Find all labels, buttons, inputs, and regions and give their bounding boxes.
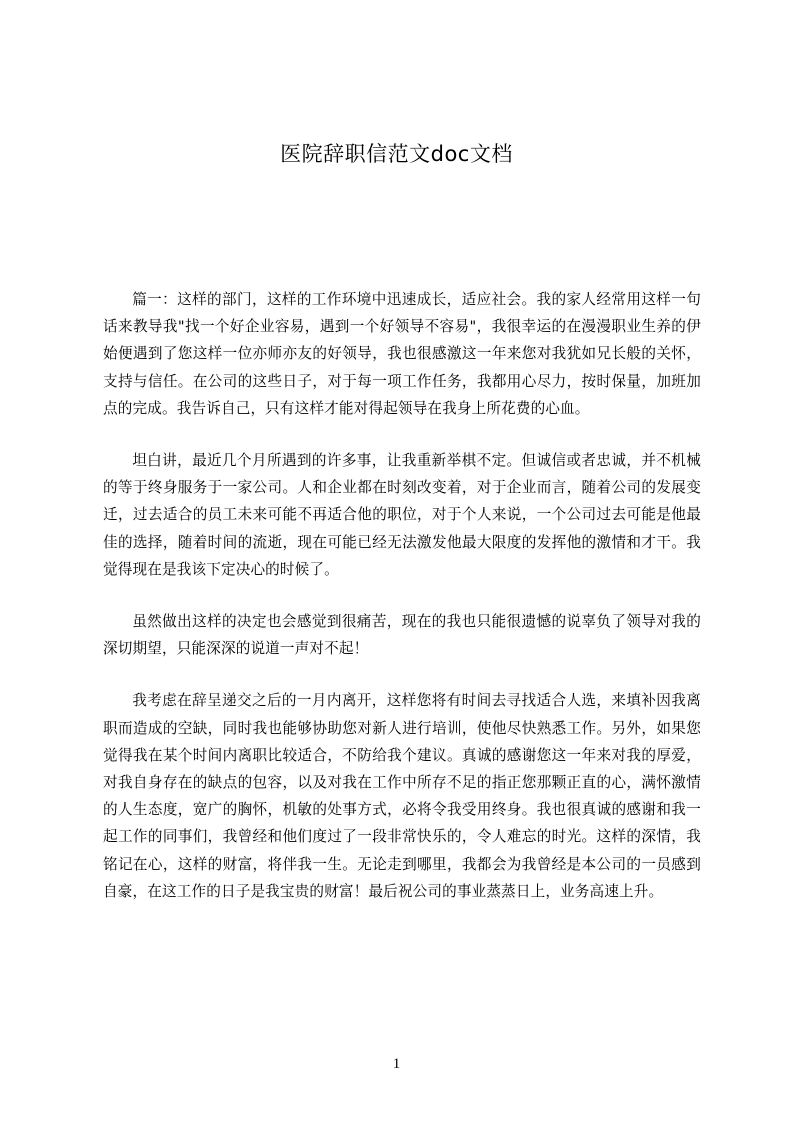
document-body [103, 286, 701, 930]
document-title: 医院辞职信范文doc文档 [280, 142, 513, 166]
paragraph-3: 虽然做出这样的决定也会感觉到很痛苦，现在的我也只能很遗憾的说辜负了领导对我的深切期望，只能深深的说道一声对不起！ [103, 613, 701, 658]
paragraph-4: 我考虑在辞呈递交之后的一月内离开，这样您将有时间去寻找适合人选，来填补因我离职而造成的空缺，同时我也能够协助您对新人进行培训，使他尽快熟悉工作。另外，如果您觉得我在某个时间内离职比较适合，不防给我个建议。真诚的感谢您这一年来对我的厚爱，对我自身存在的缺点的包容，以及对我在工作中所存不足的指正您那颗正直的心，满怀激情的人生态度，宽广的胸怀，机敏的处事方式，必将令我受用终身。我也很真诚的感谢和我一起工作的同事们，我曾经和他们度过了一段非常快乐的，令人难忘的时光。这样的深情，我铭记在心，这样的财富，将伴我一生。无论走到哪里，我都会为我曾经是本公司的一员感到自豪，在这工作的日子是我宝贵的财富！最后祝公司的事业蒸蒸日上，业务高速上升。 [103, 692, 701, 900]
paragraph-2: 坦白讲，最近几个月所遇到的许多事，让我重新举棋不定。但诚信或者忠诚，并不机械的等于终身服务于一家公司。人和企业都在时刻改变着，对于企业而言，随着公司的发展变迁，过去适合的员工未来可能不再适合他的职位，对于个人来说，一个公司过去可能是他最佳的选择，随着时间的流逝，现在可能已经无法激发他最大限度的发挥他的激情和才干。我觉得现在是我该下定决心的时候了。 [103, 452, 701, 578]
page-number: 1 [392, 1056, 401, 1072]
paragraph-1: 篇一：这样的部门，这样的工作环境中迅速成长，适应社会。我的家人经常用这样一句话来教导我"找一个好企业容易，遇到一个好领导不容易"，我很幸运的在漫漫职业生养的伊始便遇到了您这样一位亦师亦友的好领导，我也很感激这一年来您对我犹如兄长般的关怀，支持与信任。在公司的这些日子，对于每一项工作任务，我都用心尽力，按时保量，加班加点的完成。我告诉自己，只有这样才能对得起领导在我身上所花费的心血。 [103, 291, 701, 417]
